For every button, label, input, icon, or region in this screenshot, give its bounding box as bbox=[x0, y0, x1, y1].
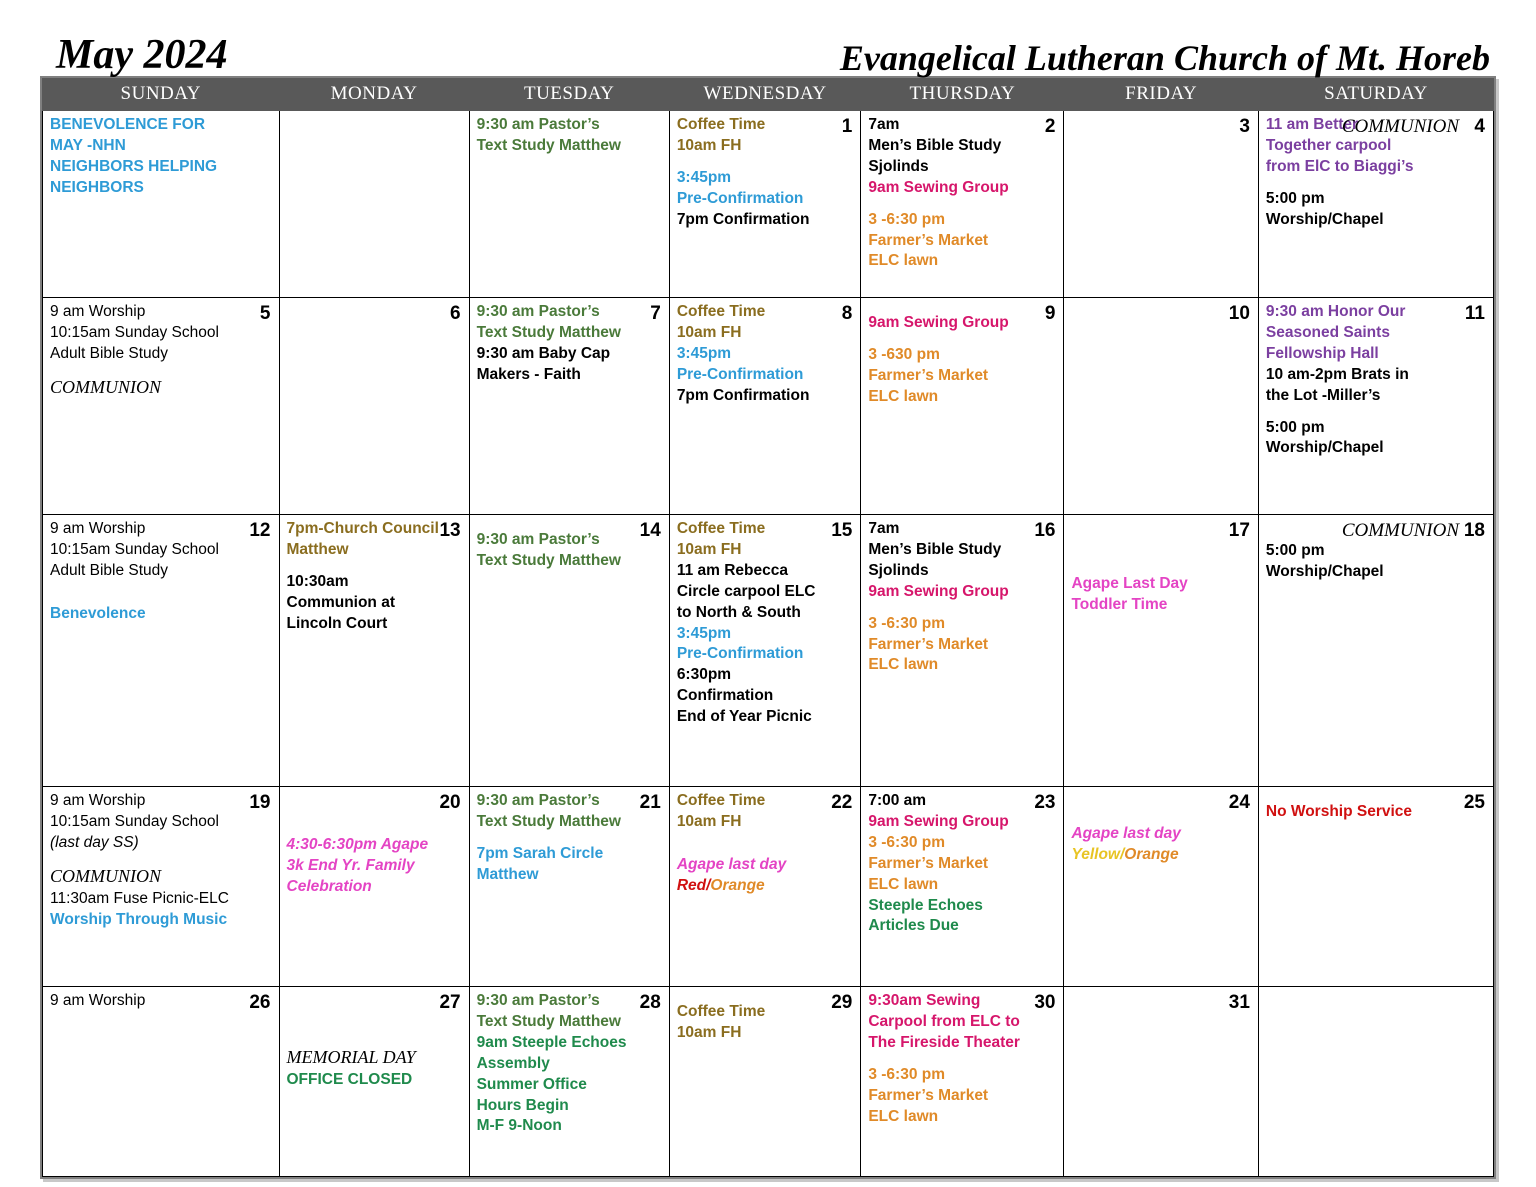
calendar-day-28[interactable] bbox=[469, 987, 669, 1177]
calendar-day-14[interactable] bbox=[469, 515, 669, 787]
calendar-day-18[interactable] bbox=[1258, 515, 1493, 787]
event-spacer bbox=[287, 1014, 462, 1025]
day-number: 6 bbox=[450, 303, 461, 324]
calendar-event: Farmer’s Market bbox=[868, 854, 989, 872]
day-number: 13 bbox=[439, 520, 461, 541]
calendar-event: Sjolinds bbox=[868, 561, 929, 579]
calendar-day-8[interactable] bbox=[669, 298, 861, 515]
event-text-part: Orange bbox=[710, 876, 765, 894]
calendar-event: NEIGHBORS HELPING bbox=[50, 157, 218, 175]
calendar-day-6[interactable] bbox=[279, 298, 469, 515]
event-spacer bbox=[287, 814, 462, 825]
calendar-event: 5:00 pm bbox=[1265, 542, 1325, 559]
calendar-week-row bbox=[43, 298, 1494, 515]
calendar-event: 7am bbox=[868, 116, 900, 133]
calendar-event: OFFICE CLOSED bbox=[286, 1070, 413, 1088]
calendar-event: 3:45pm bbox=[676, 168, 732, 186]
calendar-event: COMMUNION bbox=[50, 376, 161, 397]
weekday-header-tuesday: TUESDAY bbox=[469, 79, 669, 111]
event-spacer bbox=[50, 583, 272, 594]
event-spacer bbox=[1071, 792, 1250, 803]
calendar-event: Text Study Matthew bbox=[476, 551, 621, 569]
event-spacer bbox=[1071, 814, 1250, 825]
calendar-event: Celebration bbox=[286, 877, 372, 895]
calendar-event: End of Year Picnic bbox=[676, 708, 812, 726]
calendar-event: Text Study Matthew bbox=[476, 323, 621, 341]
calendar-event: 10:15am Sunday School bbox=[50, 812, 219, 830]
calendar-day-9[interactable] bbox=[861, 298, 1064, 515]
calendar-event: Assembly bbox=[476, 1054, 550, 1072]
calendar-event: Pre-Confirmation bbox=[676, 645, 804, 663]
event-spacer bbox=[1071, 520, 1250, 531]
day-number: 5 bbox=[259, 303, 271, 324]
calendar-event: 3:45pm bbox=[676, 344, 732, 362]
page-header bbox=[40, 14, 1496, 76]
calendar-day-22[interactable] bbox=[669, 787, 861, 987]
event-spacer bbox=[677, 845, 854, 856]
calendar-event: the Lot -Miller’s bbox=[1265, 386, 1381, 404]
calendar-event: Coffee Time bbox=[676, 116, 766, 133]
calendar-event: Confirmation bbox=[676, 687, 774, 705]
calendar-event: The Fireside Theater bbox=[868, 1033, 1020, 1051]
calendar-event: 9am Sewing Group bbox=[868, 582, 1009, 600]
day-number: 19 bbox=[249, 792, 271, 813]
calendar-day-3[interactable] bbox=[1064, 111, 1258, 298]
day-number: 7 bbox=[650, 303, 661, 324]
calendar-day-29[interactable] bbox=[669, 987, 861, 1177]
calendar-event: 11 am Better bbox=[1265, 116, 1359, 133]
calendar-event: 10am FH bbox=[676, 812, 742, 830]
calendar-event bbox=[677, 877, 854, 896]
event-spacer bbox=[477, 520, 662, 531]
calendar-event: Men’s Bible Study bbox=[868, 136, 1002, 154]
calendar-event: Pre-Confirmation bbox=[676, 365, 804, 383]
day-number: 14 bbox=[639, 520, 661, 541]
day-number: 16 bbox=[1034, 520, 1056, 541]
event-spacer bbox=[287, 792, 462, 803]
calendar-event: Steeple Echoes bbox=[868, 896, 983, 914]
calendar-event: Carpool from ELC to bbox=[868, 1012, 1020, 1030]
calendar-event: Men’s Bible Study bbox=[868, 540, 1002, 558]
weekday-header-row bbox=[43, 79, 1494, 111]
calendar-event: Agape last day bbox=[1071, 825, 1181, 842]
calendar-day-17[interactable] bbox=[1064, 515, 1258, 787]
calendar-event: 7pm Confirmation bbox=[676, 210, 810, 228]
event-spacer bbox=[50, 594, 272, 605]
calendar-body bbox=[43, 111, 1494, 1177]
calendar-event: (last day SS) bbox=[50, 833, 139, 851]
calendar-event: 7am bbox=[868, 520, 900, 537]
calendar-event: 4:30-6:30pm Agape bbox=[286, 836, 429, 853]
calendar-day-empty[interactable] bbox=[43, 111, 280, 298]
event-text-part: Yellow/ bbox=[1071, 845, 1125, 863]
calendar-event: Sjolinds bbox=[868, 157, 929, 175]
day-number: 11 bbox=[1464, 303, 1485, 324]
event-spacer bbox=[677, 158, 854, 169]
calendar-event: ELC lawn bbox=[868, 875, 939, 893]
event-spacer bbox=[1071, 803, 1250, 814]
event-spacer bbox=[1266, 179, 1486, 190]
day-number: 2 bbox=[1044, 116, 1056, 137]
calendar-event: COMMUNION bbox=[50, 865, 161, 886]
day-number: 3 bbox=[1239, 116, 1250, 137]
calendar-day-2[interactable] bbox=[861, 111, 1064, 298]
calendar-event: 9am Sewing Group bbox=[868, 812, 1009, 830]
calendar-day-5[interactable] bbox=[43, 298, 280, 515]
calendar-day-31[interactable] bbox=[1064, 987, 1258, 1177]
calendar-event: 9am Sewing Group bbox=[868, 314, 1009, 331]
calendar-event: Seasoned Saints bbox=[1265, 323, 1390, 341]
calendar-event: 6:30pm bbox=[676, 666, 732, 684]
calendar-event: No Worship Service bbox=[1265, 803, 1413, 820]
calendar-event: 9:30 am Pastor’s bbox=[476, 303, 600, 320]
calendar-event: Farmer’s Market bbox=[868, 366, 989, 384]
day-number: 24 bbox=[1228, 792, 1250, 813]
calendar-event: 9:30am Sewing bbox=[868, 992, 981, 1009]
calendar-event: 9am Sewing Group bbox=[868, 178, 1009, 196]
calendar-event: 11:30am Fuse Picnic-ELC bbox=[50, 889, 229, 907]
calendar-event: 7pm Sarah Circle bbox=[476, 844, 604, 862]
event-spacer bbox=[50, 366, 272, 377]
day-number: 12 bbox=[249, 520, 271, 541]
event-spacer bbox=[287, 992, 462, 1003]
calendar-event: 5:00 pm bbox=[1265, 418, 1325, 436]
day-number: 8 bbox=[841, 303, 853, 324]
event-spacer bbox=[1266, 792, 1486, 803]
day-number: 22 bbox=[831, 792, 853, 813]
calendar-event: 3:45pm bbox=[676, 624, 732, 642]
calendar-event: Coffee Time bbox=[676, 303, 766, 320]
calendar-event: Text Study Matthew bbox=[476, 1012, 621, 1030]
day-number: 28 bbox=[639, 992, 661, 1013]
event-text-part: Orange bbox=[1124, 845, 1179, 863]
weekday-header-sunday: SUNDAY bbox=[43, 79, 280, 111]
calendar-event: Together carpool bbox=[1265, 136, 1392, 154]
calendar-event: Agape last day bbox=[676, 855, 787, 873]
calendar-event: BENEVOLENCE FOR bbox=[50, 116, 206, 133]
calendar-day-12[interactable] bbox=[43, 515, 280, 787]
calendar-event: ELC lawn bbox=[868, 656, 939, 674]
calendar-event: 10am FH bbox=[676, 540, 742, 558]
weekday-header-wednesday: WEDNESDAY bbox=[669, 79, 861, 111]
calendar-event: ELC lawn bbox=[868, 1107, 939, 1125]
calendar-event: 3 -6:30 pm bbox=[868, 614, 946, 632]
day-number: 27 bbox=[439, 992, 461, 1013]
event-spacer bbox=[868, 604, 1056, 615]
calendar-event: Matthew bbox=[476, 865, 539, 883]
event-spacer bbox=[477, 834, 662, 845]
event-spacer bbox=[1071, 553, 1250, 564]
calendar-event: Toddler Time bbox=[1071, 595, 1168, 613]
calendar-event: 9:30 am Honor Our bbox=[1265, 303, 1406, 320]
calendar-event: Farmer’s Market bbox=[868, 635, 989, 653]
calendar-event: 9:30 am Pastor’s bbox=[476, 116, 600, 133]
calendar-event: 7:00 am bbox=[868, 792, 927, 809]
calendar-day-30[interactable] bbox=[861, 987, 1064, 1177]
calendar-event: Communion at bbox=[286, 593, 395, 611]
day-number: 23 bbox=[1034, 792, 1056, 813]
calendar-event: NEIGHBORS bbox=[50, 178, 144, 196]
calendar-event: 3 -6:30 pm bbox=[868, 833, 946, 851]
day-number: 29 bbox=[831, 992, 853, 1013]
event-spacer bbox=[868, 1055, 1056, 1066]
calendar-event: 10am FH bbox=[676, 136, 742, 154]
calendar-event: Text Study Matthew bbox=[476, 812, 621, 830]
calendar-event: 10:15am Sunday School bbox=[50, 540, 219, 558]
calendar-week-row bbox=[43, 787, 1494, 987]
calendar-day-empty[interactable] bbox=[1258, 987, 1493, 1177]
calendar-event: Fellowship Hall bbox=[1265, 344, 1379, 362]
calendar-event: M-F 9-Noon bbox=[476, 1117, 562, 1135]
calendar-week-row bbox=[43, 111, 1494, 298]
calendar-event: 9 am Worship bbox=[50, 520, 146, 537]
calendar-event: Agape Last Day bbox=[1071, 575, 1188, 592]
calendar-event: Worship Through Music bbox=[50, 910, 228, 928]
event-text-part: Red/ bbox=[676, 876, 711, 894]
calendar-day-11[interactable] bbox=[1258, 298, 1493, 515]
communion-label: COMMUNION bbox=[1341, 520, 1459, 541]
calendar-event: Benevolence bbox=[50, 604, 146, 622]
event-spacer bbox=[868, 335, 1056, 346]
event-spacer bbox=[1071, 564, 1250, 575]
calendar-event: MAY -NHN bbox=[50, 136, 126, 154]
calendar-event: 9 am Worship bbox=[50, 792, 146, 809]
event-spacer bbox=[287, 825, 462, 836]
page-title: May 2024 bbox=[56, 32, 228, 78]
calendar-event: 10am FH bbox=[676, 323, 742, 341]
calendar-week-row bbox=[43, 987, 1494, 1177]
calendar-event: 10:15am Sunday School bbox=[50, 323, 219, 341]
calendar-event: Text Study Matthew bbox=[476, 136, 621, 154]
calendar-event: from ElC to Biaggi’s bbox=[1265, 157, 1414, 175]
event-spacer bbox=[1071, 531, 1250, 542]
weekday-header-friday: FRIDAY bbox=[1064, 79, 1258, 111]
calendar-day-19[interactable] bbox=[43, 787, 280, 987]
event-spacer bbox=[868, 303, 1056, 314]
event-spacer bbox=[868, 200, 1056, 211]
calendar-event: 10 am-2pm Brats in bbox=[1265, 365, 1409, 383]
event-spacer bbox=[1071, 542, 1250, 553]
calendar-event: Farmer’s Market bbox=[868, 231, 989, 249]
calendar-event: Summer Office bbox=[476, 1075, 587, 1093]
calendar-event: 10:30am bbox=[286, 572, 349, 590]
calendar-event: Makers - Faith bbox=[476, 365, 581, 383]
calendar-event: 9:30 am Baby Cap bbox=[476, 344, 611, 362]
calendar-event: Hours Begin bbox=[476, 1096, 569, 1114]
calendar-event: 10am FH bbox=[676, 1023, 742, 1041]
day-number: 31 bbox=[1228, 992, 1250, 1013]
calendar-event bbox=[1071, 846, 1250, 865]
calendar-day-empty[interactable] bbox=[469, 111, 669, 298]
calendar-day-27[interactable] bbox=[279, 987, 469, 1177]
calendar-event: Adult Bible Study bbox=[50, 344, 169, 362]
calendar-day-26[interactable] bbox=[43, 987, 280, 1177]
calendar-day-25[interactable] bbox=[1258, 787, 1493, 987]
calendar-event: Worship/Chapel bbox=[1265, 210, 1384, 228]
calendar-day-16[interactable] bbox=[861, 515, 1064, 787]
day-number: 15 bbox=[831, 520, 853, 541]
calendar-event: Adult Bible Study bbox=[50, 561, 169, 579]
weekday-header-saturday: SATURDAY bbox=[1258, 79, 1493, 111]
church-name: Evangelical Lutheran Church of Mt. Horeb bbox=[839, 38, 1490, 78]
calendar-grid bbox=[40, 76, 1496, 1179]
calendar-event: Coffee Time bbox=[676, 1003, 766, 1020]
event-spacer bbox=[287, 562, 462, 573]
calendar-event: Circle carpool ELC bbox=[676, 582, 816, 600]
day-number: 17 bbox=[1228, 520, 1250, 541]
calendar-day-21[interactable] bbox=[469, 787, 669, 987]
calendar-event: 9:30 am Pastor’s bbox=[476, 992, 600, 1009]
weekday-header-monday: MONDAY bbox=[279, 79, 469, 111]
calendar-day-23[interactable] bbox=[861, 787, 1064, 987]
calendar-week-row bbox=[43, 515, 1494, 787]
weekday-header-thursday: THURSDAY bbox=[861, 79, 1064, 111]
calendar-event: 9:30 am Pastor’s bbox=[476, 792, 600, 809]
event-spacer bbox=[677, 834, 854, 845]
event-spacer bbox=[287, 1036, 462, 1047]
calendar-event: Matthew bbox=[286, 540, 349, 558]
day-number: 30 bbox=[1034, 992, 1056, 1013]
calendar-day-24[interactable] bbox=[1064, 787, 1258, 987]
calendar-event: 9 am Worship bbox=[50, 303, 146, 320]
calendar-event: Coffee Time bbox=[676, 520, 766, 537]
calendar-event: 9 am Worship bbox=[50, 992, 146, 1009]
calendar-event: 5:00 pm bbox=[1265, 189, 1325, 207]
calendar-event: Farmer’s Market bbox=[868, 1086, 989, 1104]
day-number: 9 bbox=[1044, 303, 1056, 324]
day-number: 4 bbox=[1474, 116, 1485, 137]
calendar-event: to North & South bbox=[676, 603, 801, 621]
calendar-event: Lincoln Court bbox=[286, 614, 388, 632]
calendar-event: 3k End Yr. Family bbox=[286, 856, 415, 874]
calendar-event: Worship/Chapel bbox=[1265, 562, 1384, 580]
event-spacer bbox=[287, 803, 462, 814]
calendar-event: ELC lawn bbox=[868, 252, 939, 270]
event-spacer bbox=[677, 992, 854, 1003]
event-spacer bbox=[50, 855, 272, 866]
calendar-event: Coffee Time bbox=[676, 792, 766, 809]
calendar-day-10[interactable] bbox=[1064, 298, 1258, 515]
day-number: 1 bbox=[841, 116, 853, 137]
calendar-day-20[interactable] bbox=[279, 787, 469, 987]
calendar-day-1[interactable] bbox=[669, 111, 861, 298]
day-number: 20 bbox=[439, 792, 461, 813]
calendar-event: ELC lawn bbox=[868, 387, 939, 405]
day-number: 18 bbox=[1463, 520, 1485, 541]
calendar-event: Worship/Chapel bbox=[1265, 439, 1384, 457]
calendar-day-15[interactable] bbox=[669, 515, 861, 787]
day-number: 25 bbox=[1463, 792, 1485, 813]
event-spacer bbox=[287, 1003, 462, 1014]
day-number: 21 bbox=[639, 792, 661, 813]
calendar-event: 3 -6:30 pm bbox=[868, 1065, 946, 1083]
communion-label: COMMUNION bbox=[1341, 116, 1459, 137]
calendar-event: 3 -630 pm bbox=[868, 345, 940, 363]
calendar-event: 7pm Confirmation bbox=[676, 386, 810, 404]
calendar-day-13[interactable] bbox=[279, 515, 469, 787]
calendar-event: 9:30 am Pastor’s bbox=[476, 531, 600, 548]
calendar-event: 11 am Rebecca bbox=[676, 561, 788, 579]
calendar-day-empty[interactable] bbox=[279, 111, 469, 298]
day-number: 10 bbox=[1228, 303, 1250, 324]
day-number: 26 bbox=[249, 992, 271, 1013]
calendar-event: 9am Steeple Echoes bbox=[476, 1033, 627, 1051]
calendar-event: 3 -6:30 pm bbox=[868, 210, 946, 228]
calendar-event: Pre-Confirmation bbox=[676, 189, 804, 207]
event-spacer bbox=[287, 1025, 462, 1036]
calendar-day-4[interactable] bbox=[1258, 111, 1493, 298]
calendar-event: Articles Due bbox=[868, 917, 959, 935]
calendar-event: 7pm-Church Council bbox=[286, 520, 439, 537]
calendar-day-7[interactable] bbox=[469, 298, 669, 515]
calendar-event: MEMORIAL DAY bbox=[286, 1047, 416, 1067]
event-spacer bbox=[1266, 408, 1486, 419]
